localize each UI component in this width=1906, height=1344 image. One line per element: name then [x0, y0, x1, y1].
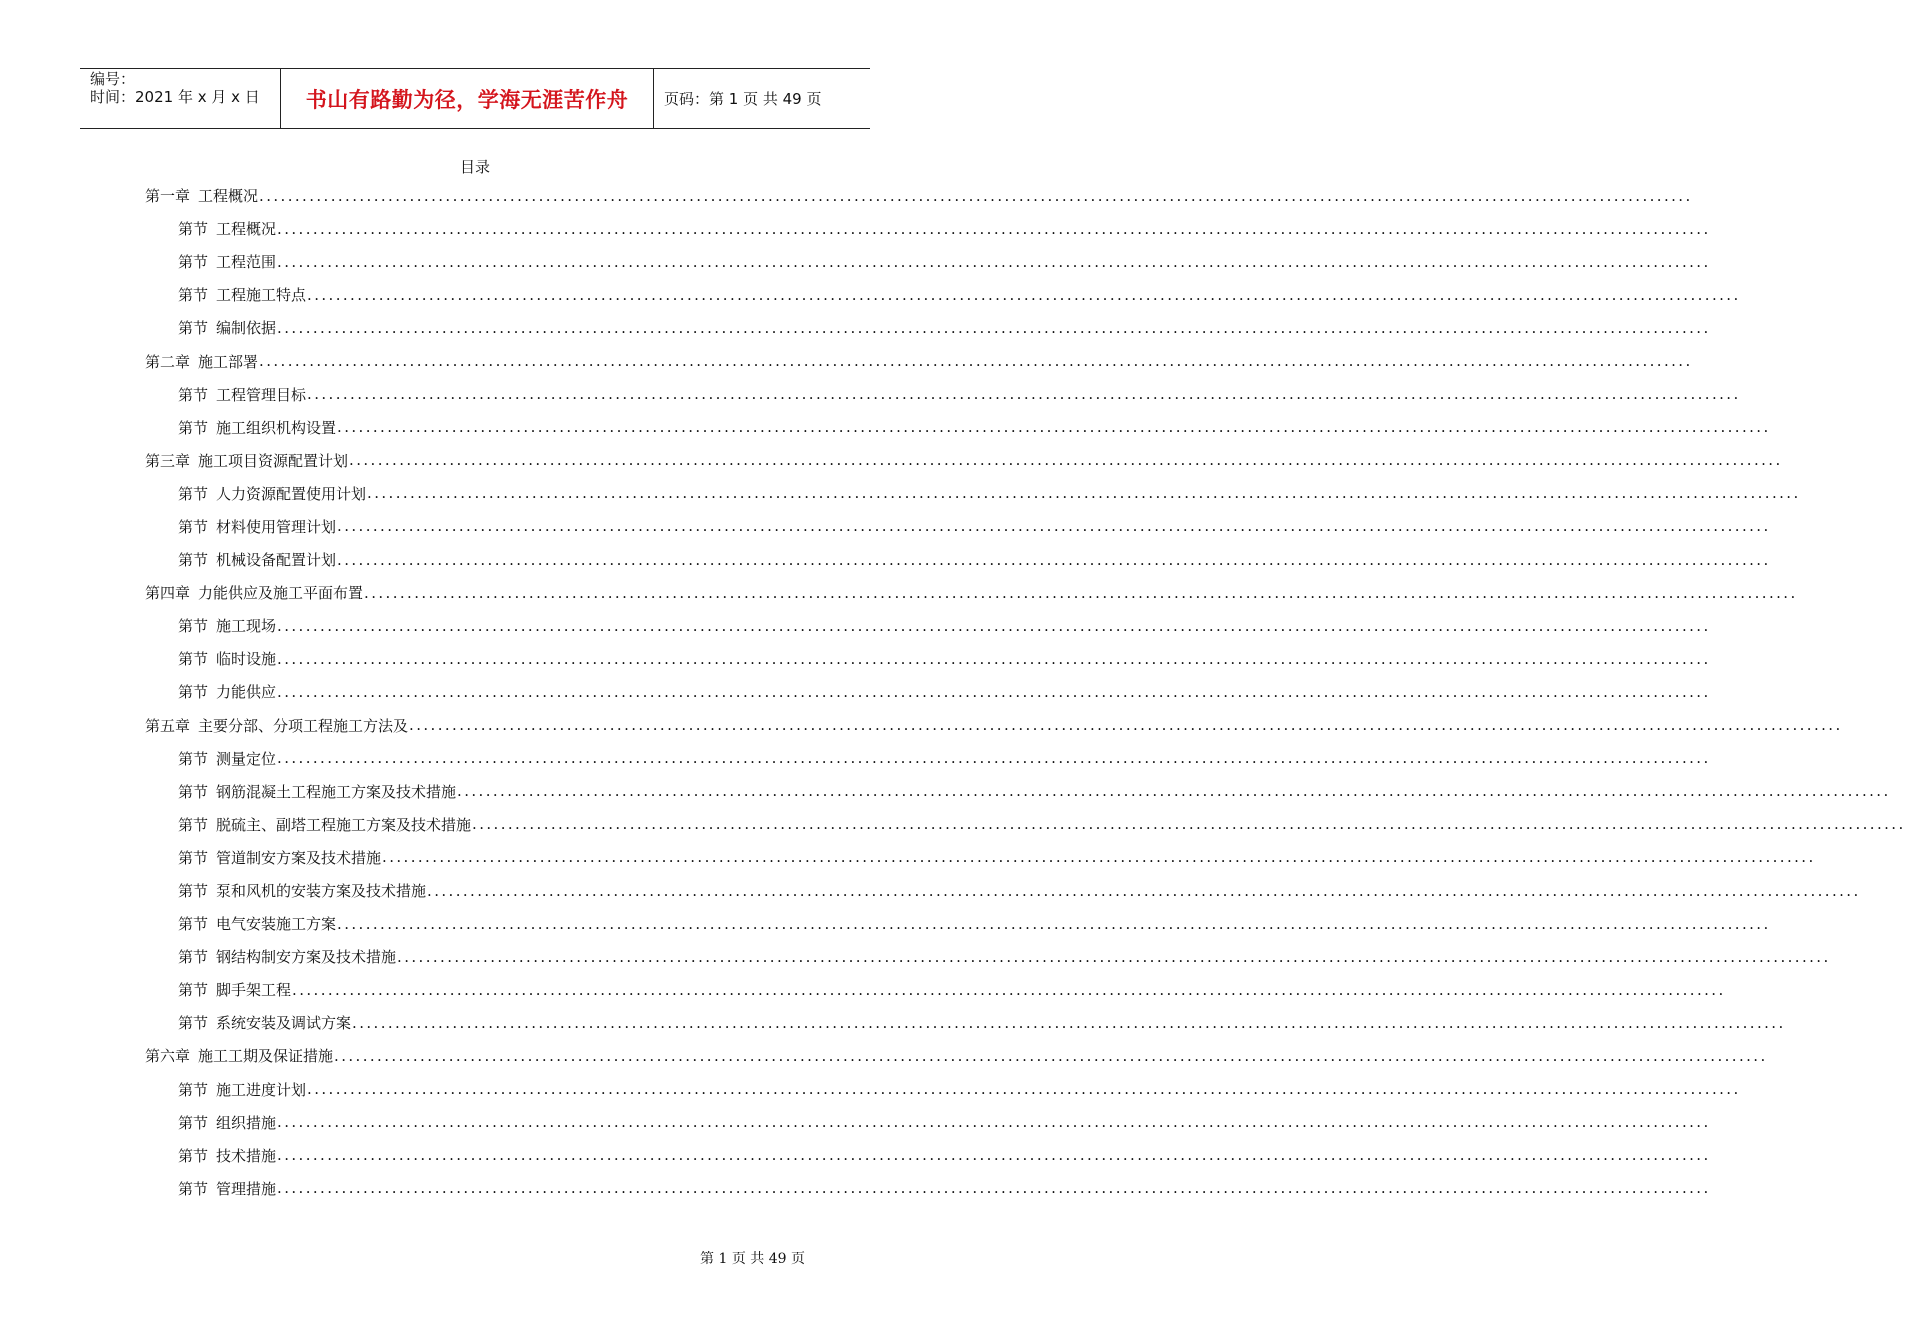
- toc-dot-leader: ........................................................................................................................................................................................................: [277, 1113, 1711, 1132]
- toc-entry-title: 施工现场: [216, 617, 277, 636]
- toc-section-entry[interactable]: [145, 642, 1711, 675]
- toc-entry-prefix: 第节: [178, 749, 209, 768]
- toc-section-entry[interactable]: [145, 841, 1816, 874]
- toc-chapter-entry[interactable]: [145, 179, 1693, 212]
- toc-dot-leader: ........................................................................................................................................................................................................: [277, 1146, 1711, 1165]
- toc-dot-leader: ........................................................................................................................................................................................................: [382, 848, 1816, 867]
- toc-entry-title: 工程管理目标: [216, 385, 307, 404]
- toc-chapter-entry[interactable]: [145, 344, 1693, 377]
- toc-entry-prefix: 第二章: [145, 352, 191, 371]
- toc-entry-title: 材料使用管理计划: [216, 517, 337, 536]
- toc-entry-prefix: 第六章: [145, 1047, 191, 1066]
- toc-section-entry[interactable]: [145, 808, 1906, 841]
- toc-section-entry[interactable]: [145, 411, 1771, 444]
- toc-entry-prefix: 第节: [178, 319, 209, 338]
- toc-dot-leader: ........................................................................................................................................................................................................: [397, 947, 1831, 966]
- toc-section-entry[interactable]: [145, 212, 1711, 245]
- toc-entry-prefix: 第节: [178, 848, 209, 867]
- toc-entry-title: 力能供应及施工平面布置: [198, 584, 364, 603]
- toc-section-entry[interactable]: [145, 973, 1726, 1006]
- toc-entry-title: 泵和风机的安装方案及技术措施: [216, 882, 427, 901]
- toc-chapter-entry[interactable]: [145, 576, 1798, 609]
- toc-dot-leader: ........................................................................................................................................................................................................: [277, 749, 1711, 768]
- toc-section-entry[interactable]: [145, 477, 1801, 510]
- toc-entry-title: 施工工期及保证措施: [198, 1047, 334, 1066]
- toc-chapter-entry[interactable]: [145, 709, 1843, 742]
- toc-dot-leader: ........................................................................................................................................................................................................: [457, 782, 1891, 801]
- toc-entry-prefix: 第四章: [145, 584, 191, 603]
- toc-entry-prefix: 第节: [178, 1179, 209, 1198]
- toc-entry-title: 工程范围: [216, 253, 277, 272]
- toc-dot-leader: ........................................................................................................................................................................................................: [277, 616, 1711, 635]
- toc-entry-title: 力能供应: [216, 683, 277, 702]
- toc-entry-prefix: 第节: [178, 1113, 209, 1132]
- toc-chapter-entry[interactable]: [145, 444, 1783, 477]
- toc-section-entry[interactable]: [145, 245, 1711, 278]
- toc-dot-leader: ........................................................................................................................................................................................................: [367, 484, 1801, 503]
- toc-entry-prefix: 第五章: [145, 716, 191, 735]
- toc-dot-leader: ........................................................................................................................................................................................................: [307, 285, 1741, 304]
- toc-dot-leader: ........................................................................................................................................................................................................: [337, 914, 1771, 933]
- toc-entry-title: 主要分部、分项工程施工方法及: [198, 716, 409, 735]
- toc-entry-prefix: 第节: [178, 617, 209, 636]
- toc-dot-leader: ........................................................................................................................................................................................................: [334, 1046, 1768, 1065]
- toc-dot-leader: ........................................................................................................................................................................................................: [277, 1179, 1711, 1198]
- toc-entry-title: 人力资源配置使用计划: [216, 484, 367, 503]
- toc-entry-prefix: 第节: [178, 948, 209, 967]
- toc-entry-title: 施工项目资源配置计划: [198, 451, 349, 470]
- toc-entry-title: 系统安装及调试方案: [216, 1014, 352, 1033]
- toc-section-entry[interactable]: [145, 378, 1741, 411]
- toc-entry-title: 测量定位: [216, 749, 277, 768]
- toc-entry-title: 脱硫主、副塔工程施工方案及技术措施: [216, 815, 472, 834]
- toc-entry-prefix: 第节: [178, 683, 209, 702]
- document-number-label: 编号：: [90, 70, 136, 88]
- toc-dot-leader: ........................................................................................................................................................................................................: [352, 1013, 1786, 1032]
- toc-section-entry[interactable]: [145, 510, 1771, 543]
- toc-dot-leader: ........................................................................................................................................................................................................: [364, 583, 1798, 602]
- page-footer: 第 1 页 共 49 页: [700, 1251, 805, 1267]
- toc-entry-title: 电气安装施工方案: [216, 915, 337, 934]
- toc-section-entry[interactable]: [145, 907, 1771, 940]
- toc-dot-leader: ........................................................................................................................................................................................................: [472, 815, 1906, 834]
- toc-section-entry[interactable]: [145, 1006, 1786, 1039]
- toc-dot-leader: ........................................................................................................................................................................................................: [427, 881, 1861, 900]
- toc-dot-leader: ........................................................................................................................................................................................................: [277, 649, 1711, 668]
- toc-entry-title: 施工进度计划: [216, 1080, 307, 1099]
- toc-entry-title: 临时设施: [216, 650, 277, 669]
- toc-entry-prefix: 第节: [178, 981, 209, 1000]
- toc-entry-title: 钢结构制安方案及技术措施: [216, 948, 397, 967]
- toc-dot-leader: ........................................................................................................................................................................................................: [277, 252, 1711, 271]
- toc-entry-prefix: 第节: [178, 220, 209, 239]
- toc-dot-leader: ........................................................................................................................................................................................................: [277, 219, 1711, 238]
- toc-dot-leader: ........................................................................................................................................................................................................: [259, 186, 1693, 205]
- toc-dot-leader: ........................................................................................................................................................................................................: [307, 1080, 1741, 1099]
- toc-dot-leader: ........................................................................................................................................................................................................: [349, 451, 1783, 470]
- toc-dot-leader: ........................................................................................................................................................................................................: [409, 716, 1843, 735]
- toc-section-entry[interactable]: [145, 1139, 1711, 1172]
- toc-entry-title: 管道制安方案及技术措施: [216, 848, 382, 867]
- toc-entry-title: 工程概况: [216, 220, 277, 239]
- toc-entry-prefix: 第一章: [145, 187, 191, 206]
- header-motto: 书山有路勤为径，学海无涯苦作舟: [281, 69, 654, 128]
- toc-entry-prefix: 第节: [178, 1080, 209, 1099]
- toc-dot-leader: ........................................................................................................................................................................................................: [307, 385, 1741, 404]
- toc-entry-prefix: 第节: [178, 1014, 209, 1033]
- toc-entry-prefix: 第节: [178, 815, 209, 834]
- header-page-label: 页码：第 1 页 共 49 页: [664, 90, 822, 108]
- toc-entry-prefix: 第节: [178, 782, 209, 801]
- toc-entry-prefix: 第节: [178, 253, 209, 272]
- toc-section-entry[interactable]: [145, 609, 1711, 642]
- toc-dot-leader: ........................................................................................................................................................................................................: [337, 517, 1771, 536]
- toc-section-entry[interactable]: [145, 1172, 1711, 1205]
- document-time-label: 时间：2021 年 x 月 x 日: [90, 88, 260, 106]
- toc-entry-title: 钢筋混凝土工程施工方案及技术措施: [216, 782, 457, 801]
- toc-title: 目录: [459, 158, 490, 176]
- toc-dot-leader: ........................................................................................................................................................................................................: [259, 352, 1693, 371]
- toc-dot-leader: ........................................................................................................................................................................................................: [277, 318, 1711, 337]
- toc-entry-prefix: 第节: [178, 286, 209, 305]
- toc-entry-prefix: 第节: [178, 418, 209, 437]
- toc-entry-prefix: 第节: [178, 551, 209, 570]
- toc-section-entry[interactable]: [145, 940, 1831, 973]
- toc-entry-title: 机械设备配置计划: [216, 551, 337, 570]
- toc-section-entry[interactable]: [145, 675, 1711, 708]
- toc-entry-prefix: 第节: [178, 1146, 209, 1165]
- page-header: [80, 68, 870, 129]
- toc-entry-title: 工程施工特点: [216, 286, 307, 305]
- toc-dot-leader: ........................................................................................................................................................................................................: [292, 980, 1726, 999]
- toc-entry-prefix: 第节: [178, 915, 209, 934]
- toc-section-entry[interactable]: [145, 742, 1711, 775]
- toc-entry-prefix: 第节: [178, 385, 209, 404]
- toc-section-entry[interactable]: [145, 543, 1771, 576]
- toc-dot-leader: ........................................................................................................................................................................................................: [277, 682, 1711, 701]
- toc-dot-leader: ........................................................................................................................................................................................................: [337, 418, 1771, 437]
- toc-section-entry[interactable]: [145, 278, 1741, 311]
- toc-section-entry[interactable]: [145, 1073, 1741, 1106]
- toc-entry-title: 编制依据: [216, 319, 277, 338]
- toc-entry-title: 施工部署: [198, 352, 259, 371]
- toc-entry-prefix: 第节: [178, 882, 209, 901]
- toc-entry-title: 脚手架工程: [216, 981, 292, 1000]
- toc-entry-prefix: 第三章: [145, 451, 191, 470]
- toc-entry-prefix: 第节: [178, 650, 209, 669]
- toc-entry-title: 工程概况: [198, 187, 259, 206]
- header-meta: [80, 69, 281, 128]
- toc-section-entry[interactable]: [145, 874, 1861, 907]
- toc-entry-title: 组织措施: [216, 1113, 277, 1132]
- toc-entry-prefix: 第节: [178, 517, 209, 536]
- toc-entry-title: 管理措施: [216, 1179, 277, 1198]
- toc-section-entry[interactable]: [145, 1106, 1711, 1139]
- toc-entry-title: 技术措施: [216, 1146, 277, 1165]
- toc-entry-title: 施工组织机构设置: [216, 418, 337, 437]
- table-of-contents: [145, 179, 1906, 1205]
- toc-entry-prefix: 第节: [178, 484, 209, 503]
- toc-chapter-entry[interactable]: [145, 1039, 1768, 1072]
- toc-section-entry[interactable]: [145, 775, 1891, 808]
- toc-section-entry[interactable]: [145, 311, 1711, 344]
- toc-dot-leader: ........................................................................................................................................................................................................: [337, 550, 1771, 569]
